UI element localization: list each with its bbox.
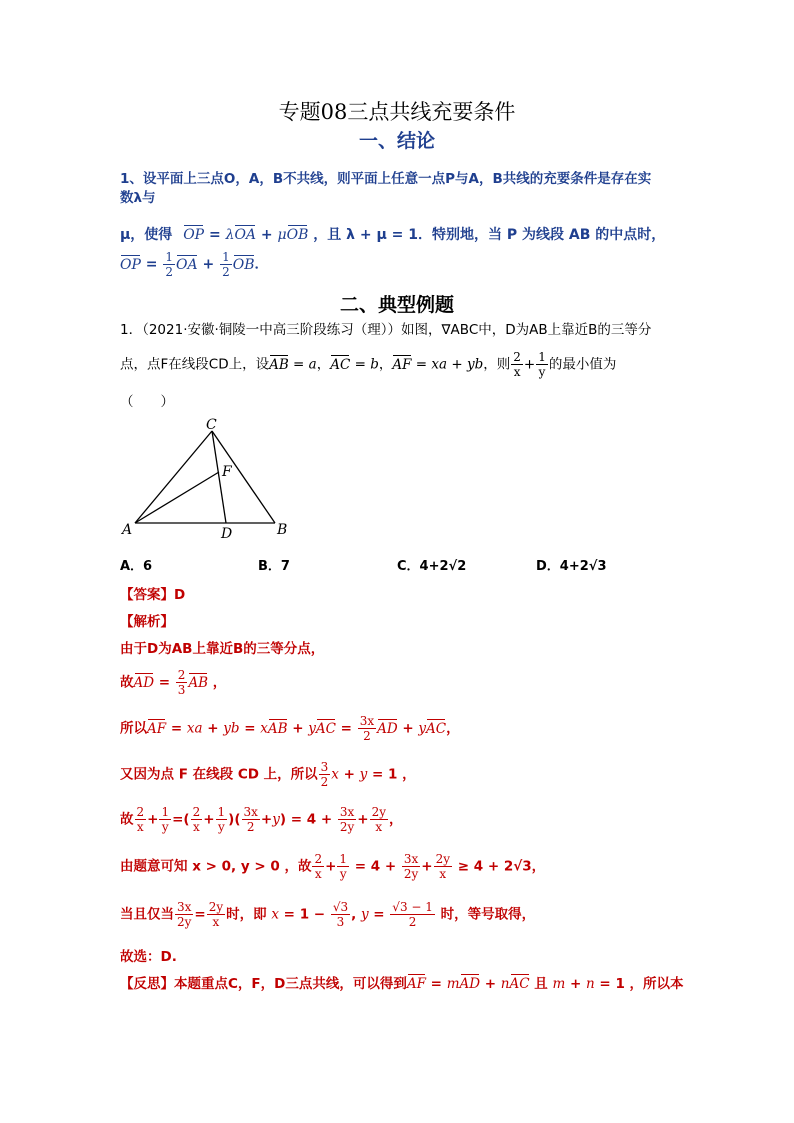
- reflection-line: 【反思】本题重点C，F，D三点共线，可以得到AF = mAD + nAC 且 m + n = 1 ，所以本: [120, 976, 684, 992]
- analysis-label: 【解析】: [120, 614, 174, 630]
- solution-step-6-text: 由题意可知 x > 0, y > 0 ，故: [120, 858, 312, 875]
- conclusion-equation-2: OP = $\frac{1}{2}$ OA + $\frac{1}{2}$ OB．: [120, 250, 269, 279]
- label-a: A: [122, 522, 133, 538]
- section-heading-examples: 二、典型例题: [339, 294, 454, 316]
- option-b: B．7: [258, 559, 290, 574]
- solution-step-3: 所以AF = xa + yb = xAB + yAC = $\frac{3x}{2}$ AD + yAC，: [120, 714, 460, 743]
- conclusion-line-1: 1、设平面上三点O，A，B不共线，则平面上任意一点P与A，B共线的充要条件是存在实: [120, 171, 652, 187]
- label-f: F: [222, 464, 232, 480]
- label-c: C: [206, 417, 217, 433]
- side-ac: [135, 431, 212, 523]
- solution-step-5: 故 $\frac{2}{x}$ + $\frac{1}{y}$ =( $\frac{2}{x}$ + $\frac{1}{y}$ )( $\frac{3x}{2}$ +y) = 4 + $\frac{3x}{2y}$ + $\frac{2y}{x}$ ，: [120, 805, 403, 834]
- solution-step-7-prefix: 当且仅当: [120, 906, 174, 923]
- conclusion-condition-text: ，且 λ + μ = 1．特别地，当 P 为线段 AB 的中点时，: [313, 227, 666, 243]
- solution-step-8: 故选：D.: [120, 949, 177, 965]
- answer-paren: （ ）: [120, 394, 174, 410]
- solution-step-7: 当且仅当 $\frac{3x}{2y}$ = $\frac{2y}{x}$ 时，即 x = 1 − $\frac{√3}{3}$ , y = $\frac{√3 - 1}{2}$ 时，等号取得，: [120, 900, 536, 929]
- conclusion-line-3: [120, 224, 665, 244]
- triangle-figure: [118, 414, 298, 544]
- label-d: D: [221, 526, 233, 542]
- reflection-text: 【反思】本题重点C，F，D三点共线，可以得到: [120, 976, 407, 992]
- answer-label: 【答案】D: [120, 587, 186, 603]
- problem-line-2: 点，点F在线段CD上，设AB = a，AC = b，AF = xa + yb，则 $\frac{2}{x}$ + $\frac{1}{y}$ 的最小值为: [120, 350, 617, 379]
- solution-step-3-prefix: 所以: [120, 720, 147, 737]
- segment-af: [135, 472, 219, 523]
- conclusion-line-2: 数λ与: [120, 190, 156, 206]
- label-b: B: [277, 522, 288, 538]
- solution-step-2-prefix: 故: [120, 674, 134, 691]
- problem-min-text: 的最小值为: [548, 356, 617, 373]
- problem-line-2-text: 点，点F在线段CD上，设: [120, 356, 270, 373]
- problem-then-text: ，则: [483, 356, 511, 373]
- conclusion-mu-text: μ，使得: [120, 227, 173, 243]
- option-d: D．4+2√3: [536, 559, 607, 574]
- section-heading-conclusion: 一、结论: [358, 130, 435, 152]
- solution-step-1: 由于D为AB上靠近B的三等分点，: [120, 641, 325, 657]
- option-c: C．4+2√2: [397, 559, 467, 574]
- problem-line-1: 1．（2021·安徽·铜陵一中高三阶段练习（理））如图，∇ABC中，D为AB上靠近B的三等分: [120, 322, 652, 338]
- solution-step-2: 故AD = $\frac{2}{3}$ AB ，: [120, 668, 227, 697]
- page-title: 专题08三点共线充要条件: [278, 100, 516, 124]
- conclusion-equation-1: OP = λOA + μOB: [183, 227, 309, 243]
- solution-step-4-text: 又因为点 F 在线段 CD 上，所以: [120, 766, 318, 783]
- solution-step-4: 又因为点 F 在线段 CD 上，所以 $\frac{3}{2}$ x + y = 1 ，: [120, 760, 416, 789]
- solution-step-5-prefix: 故: [120, 811, 134, 828]
- option-a: A．6: [120, 559, 153, 574]
- solution-step-6: 由题意可知 x > 0, y > 0 ，故 $\frac{2}{x}$ + $\frac{1}{y}$ = 4 + $\frac{3x}{2y}$ + $\frac{2y}{x}$ ≥ 4 + 2√3，: [120, 852, 546, 881]
